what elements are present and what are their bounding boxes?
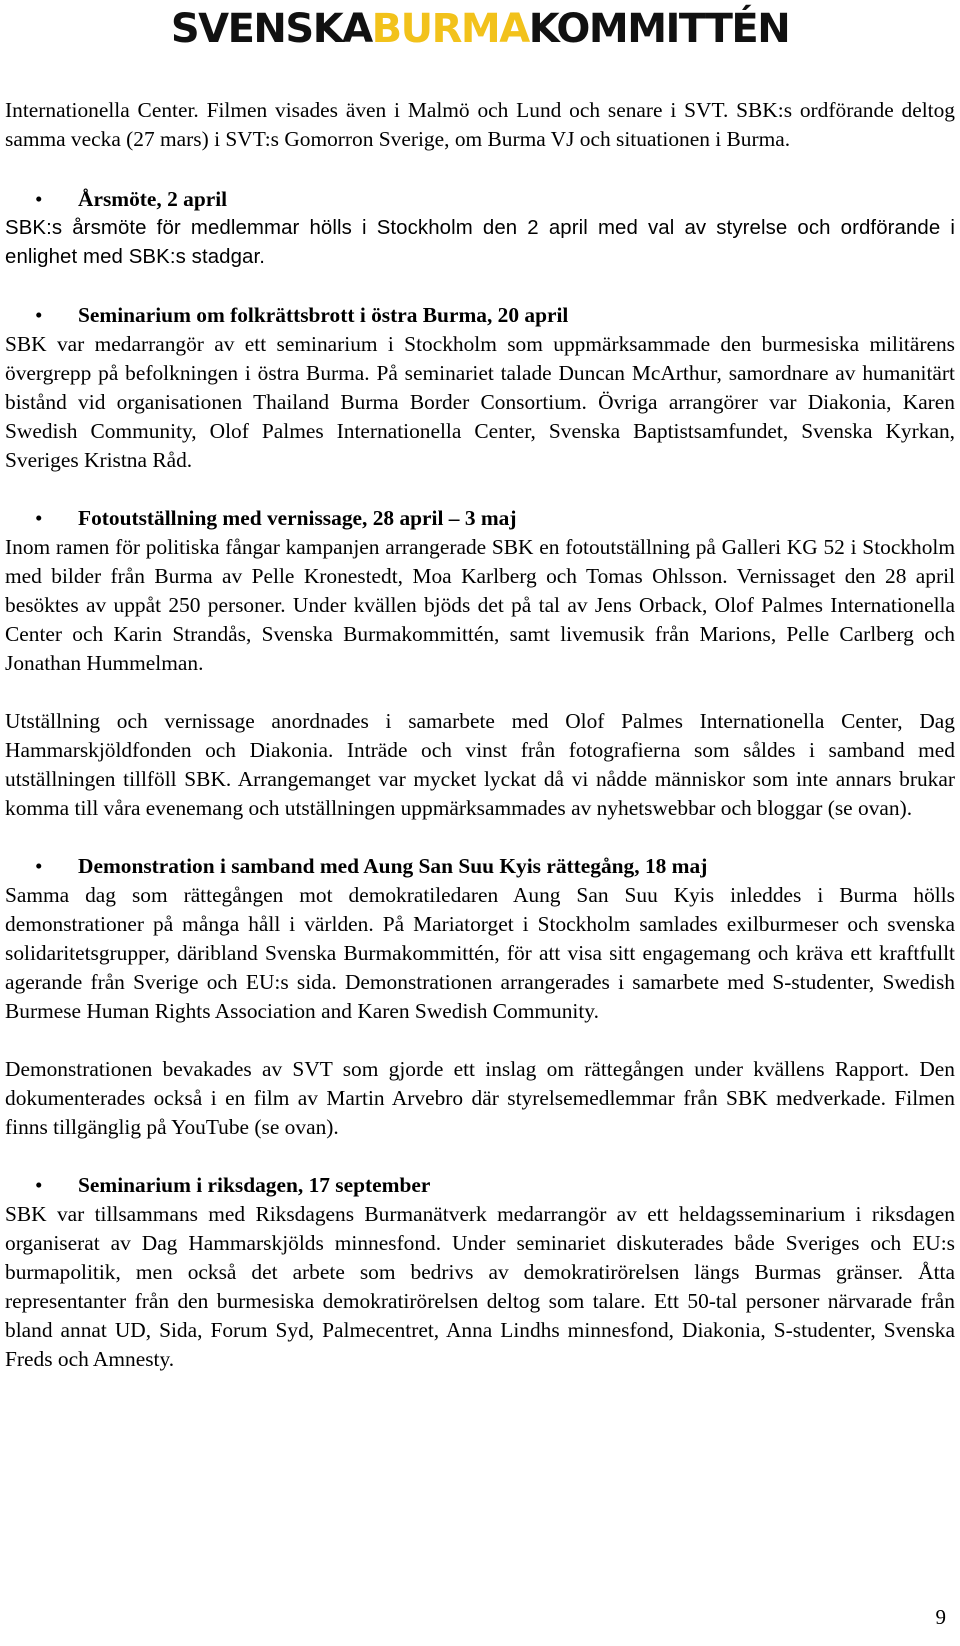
bullet-icon: • bbox=[35, 303, 43, 327]
section-seminarium-riksdagen bbox=[5, 1171, 955, 1374]
section-paragraph: SBK:s årsmöte för medlemmar hölls i Stockholm den 2 april med val av styrelse och ordförande i enlighet med SBK:s stadgar. bbox=[5, 217, 955, 268]
section-seminarium-folkrattsbrott bbox=[5, 301, 955, 475]
section-heading bbox=[5, 301, 955, 330]
logo-text-svenska: SVENSKA bbox=[170, 6, 372, 52]
intro-paragraph: Internationella Center. Filmen visades även i Malmö och Lund och senare i SVT. SBK:s ordförande deltog samma vecka (27 mars) i SVT:s Gomorron Sverige, om Burma VJ och situationen i Burma. bbox=[5, 98, 955, 151]
heading-text: Seminarium i riksdagen, 17 september bbox=[78, 1173, 431, 1197]
bullet-icon: • bbox=[35, 187, 43, 211]
section-paragraph: Demonstrationen bevakades av SVT som gjorde ett inslag om rättegången under kvällens Rapport. Den dokumenterades också i en film av Martin Arvebro där styrelsemedlemmar från SBK medverkade. Filmen finns tillgänglig på YouTube (se ovan). bbox=[5, 1057, 955, 1139]
section-paragraph: Samma dag som rättegången mot demokratiledaren Aung San Suu Kyis inleddes i Burma hölls demonstrationer på många håll i världen. På Mariatorget i Stockholm samlades exilburmeser och svenska solidaritetsgrupper, däribland Svenska Burmakommittén, för att visa sitt engagemang och kräva ett kraftfullt agerande från Sverige och EU:s sida. Demonstrationen arrangerades i samarbete med S-studenter, Swedish Burmese Human Rights Association and Karen Swedish Community. bbox=[5, 883, 955, 1023]
heading-text: Demonstration i samband med Aung San Suu Kyis rättegång, 18 maj bbox=[78, 854, 708, 878]
section-heading bbox=[5, 852, 955, 881]
page-number: 9 bbox=[935, 1605, 946, 1629]
bullet-icon: • bbox=[35, 1173, 43, 1197]
bullet-icon: • bbox=[35, 854, 43, 878]
heading-text: Årsmöte, 2 april bbox=[78, 187, 228, 211]
section-heading bbox=[5, 185, 955, 214]
section-paragraph: Inom ramen för politiska fångar kampanjen arrangerade SBK en fotoutställning på Galleri KG 52 i Stockholm med bilder från Burma av Pelle Kronestedt, Moa Karlberg och Tomas Ohlsson. Vernissaget den 28 april besöktes av uppåt 250 personer. Under kvällen bjöds det på tal av Jens Orback, Olof Palmes Internationella Center och Karin Strandås, Svenska Burmakommittén, samt livemusik från Marions, Pelle Carlberg och Jonathan Hummelman. bbox=[5, 535, 955, 675]
section-paragraph: SBK var medarrangör av ett seminarium i Stockholm som uppmärksammade den burmesiska militärens övergrepp på befolkningen i östra Burma. På seminariet talade Duncan McArthur, samordnare av humanitärt bistånd vid organisationen Thailand Burma Border Consortium. Övriga arrangörer var Diakonia, Karen Swedish Community, Olof Palmes Internationella Center, Svenska Baptistsamfundet, Svenska Kyrkan, Sveriges Kristna Råd. bbox=[5, 332, 955, 472]
heading-text: Seminarium om folkrättsbrott i östra Burma, 20 april bbox=[78, 303, 569, 327]
section-heading bbox=[5, 1171, 955, 1200]
section-heading bbox=[5, 504, 955, 533]
svenska-burmakommitten-logo bbox=[0, 6, 960, 52]
section-paragraph: SBK var tillsammans med Riksdagens Burmanätverk medarrangör av ett heldagsseminarium i riksdagen organiserat av Dag Hammarskjölds minnesfond. Under seminariet diskuterades både Sveriges och EU:s burmapolitik, men också det arbete som bedrivs av demokratirörelsen längs Burmas gränser. Åtta representanter från den burmesiska demokratirörelsen deltog som talare. Ett 50-tal personer närvarade från bland annat UD, Sida, Forum Syd, Palmecentret, Anna Lindhs minnesfond, Diakonia, S-studenter, Svenska Freds och Amnesty. bbox=[5, 1202, 955, 1371]
section-arsmote bbox=[5, 185, 955, 272]
logo-text-burma: BURMA bbox=[371, 6, 529, 52]
logo-text-kommitten: KOMMITTÉN bbox=[528, 6, 790, 52]
section-paragraph: Utställning och vernissage anordnades i samarbete med Olof Palmes Internationella Center, Dag Hammarskjöldfonden och Diakonia. Inträde och vinst från fotografierna som såldes i samband med utställningen tillföll SBK. Arrangemanget var mycket lyckat då vi nådde människor som inte annars brukar komma till våra evenemang och utställningen uppmärksammades av nyhetswebbar och bloggar (se ovan). bbox=[5, 709, 955, 820]
section-demonstration bbox=[5, 852, 955, 1142]
section-fotoutstallning bbox=[5, 504, 955, 823]
document-body bbox=[5, 96, 955, 1374]
bullet-icon: • bbox=[35, 506, 43, 530]
heading-text: Fotoutställning med vernissage, 28 april – 3 maj bbox=[78, 506, 517, 530]
